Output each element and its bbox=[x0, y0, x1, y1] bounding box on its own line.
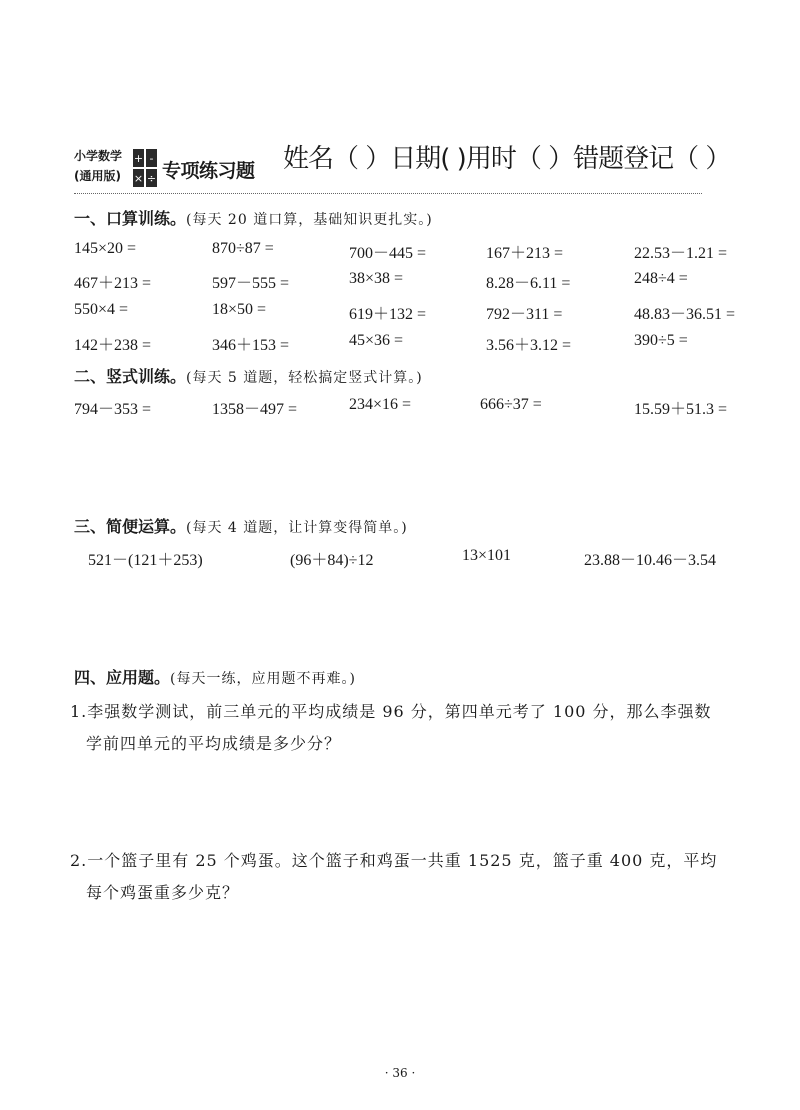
simplify-item: (96＋84)÷12 bbox=[290, 552, 374, 569]
vertical-calc-item: 794－353 = bbox=[74, 401, 152, 418]
section-4-title: 四、应用题。 bbox=[74, 668, 171, 687]
word-problem-1-line-1: 1.李强数学测试，前三单元的平均成绩是 96 分，第四单元考了 100 分，那么李强数 bbox=[70, 702, 712, 721]
section-2-note: (每天 5 道题，轻松搞定竖式计算。) bbox=[186, 370, 423, 386]
oral-item: 248÷4 = bbox=[634, 270, 688, 287]
section-3-title: 三、简便运算。 bbox=[74, 517, 187, 536]
oral-item: 792－311 = bbox=[486, 306, 563, 323]
oral-item: 346＋153 = bbox=[212, 337, 290, 354]
vertical-calc-item: 666÷37 = bbox=[480, 396, 542, 413]
vertical-calc-item: 1358－497 = bbox=[212, 401, 298, 418]
oral-item: 167＋213 = bbox=[486, 245, 564, 262]
oral-item: 3.56＋3.12 = bbox=[486, 337, 572, 354]
multiply-icon: × bbox=[132, 168, 145, 188]
simplify-item: 13×101 bbox=[462, 547, 512, 564]
oral-item: 8.28－6.11 = bbox=[486, 275, 571, 292]
oral-item: 38×38 = bbox=[349, 270, 404, 287]
simplify-item: 23.88－10.46－3.54 bbox=[584, 552, 717, 569]
oral-item: 142＋238 = bbox=[74, 337, 152, 354]
oral-item: 22.53－1.21 = bbox=[634, 245, 728, 262]
section-4-heading bbox=[74, 665, 356, 688]
oral-item: 390÷5 = bbox=[634, 332, 688, 349]
word-problem-2 bbox=[70, 845, 717, 909]
brand-edition: (通用版) bbox=[74, 169, 121, 183]
word-problem-2-line-2: 每个鸡蛋重多少克？ bbox=[86, 883, 240, 902]
simplify-item: 521－(121＋253) bbox=[88, 552, 203, 569]
vertical-calc-item: 234×16 = bbox=[349, 396, 412, 413]
oral-item: 45×36 = bbox=[349, 332, 404, 349]
brand-label bbox=[74, 146, 122, 186]
section-1-title: 一、口算训练。 bbox=[74, 209, 187, 228]
section-1-note: (每天 20 道口算，基础知识更扎实。) bbox=[186, 212, 433, 228]
word-problem-1-line-2: 学前四单元的平均成绩是多少分？ bbox=[86, 734, 342, 753]
vertical-calc-item: 15.59＋51.3 = bbox=[634, 401, 728, 418]
section-1-heading bbox=[74, 206, 433, 229]
oral-item: 550×4 = bbox=[74, 301, 129, 318]
section-2-title: 二、竖式训练。 bbox=[74, 367, 187, 386]
header-divider bbox=[74, 193, 702, 194]
section-3-note: (每天 4 道题，让计算变得简单。) bbox=[186, 520, 408, 536]
oral-item: 597－555 = bbox=[212, 275, 290, 292]
section-3-heading bbox=[74, 514, 408, 537]
oral-item: 145×20 = bbox=[74, 240, 137, 257]
oral-item: 467＋213 = bbox=[74, 275, 152, 292]
oral-item: 18×50 = bbox=[212, 301, 267, 318]
minus-icon: - bbox=[145, 148, 158, 168]
student-info-fields: 姓名（ ）日期( )用时（ ）错题登记（ ） bbox=[283, 144, 731, 174]
oral-item: 48.83－36.51 = bbox=[634, 306, 736, 323]
oral-item: 619＋132 = bbox=[349, 306, 427, 323]
brand-title: 专项练习题 bbox=[162, 160, 255, 182]
page-number: · 36 · bbox=[384, 1066, 416, 1080]
operators-logo bbox=[132, 148, 158, 188]
oral-item: 700－445 = bbox=[349, 245, 427, 262]
word-problem-2-line-1: 2.一个篮子里有 25 个鸡蛋。这个篮子和鸡蛋一共重 1525 克，篮子重 400 克，平均 bbox=[70, 851, 718, 870]
divide-icon: ÷ bbox=[145, 168, 158, 188]
brand-subject: 小学数学 bbox=[74, 149, 123, 163]
section-4-note: (每天一练，应用题不再难。) bbox=[170, 671, 356, 687]
word-problem-1 bbox=[70, 696, 712, 760]
plus-icon: + bbox=[132, 148, 145, 168]
oral-item: 870÷87 = bbox=[212, 240, 274, 257]
section-2-heading bbox=[74, 364, 423, 387]
